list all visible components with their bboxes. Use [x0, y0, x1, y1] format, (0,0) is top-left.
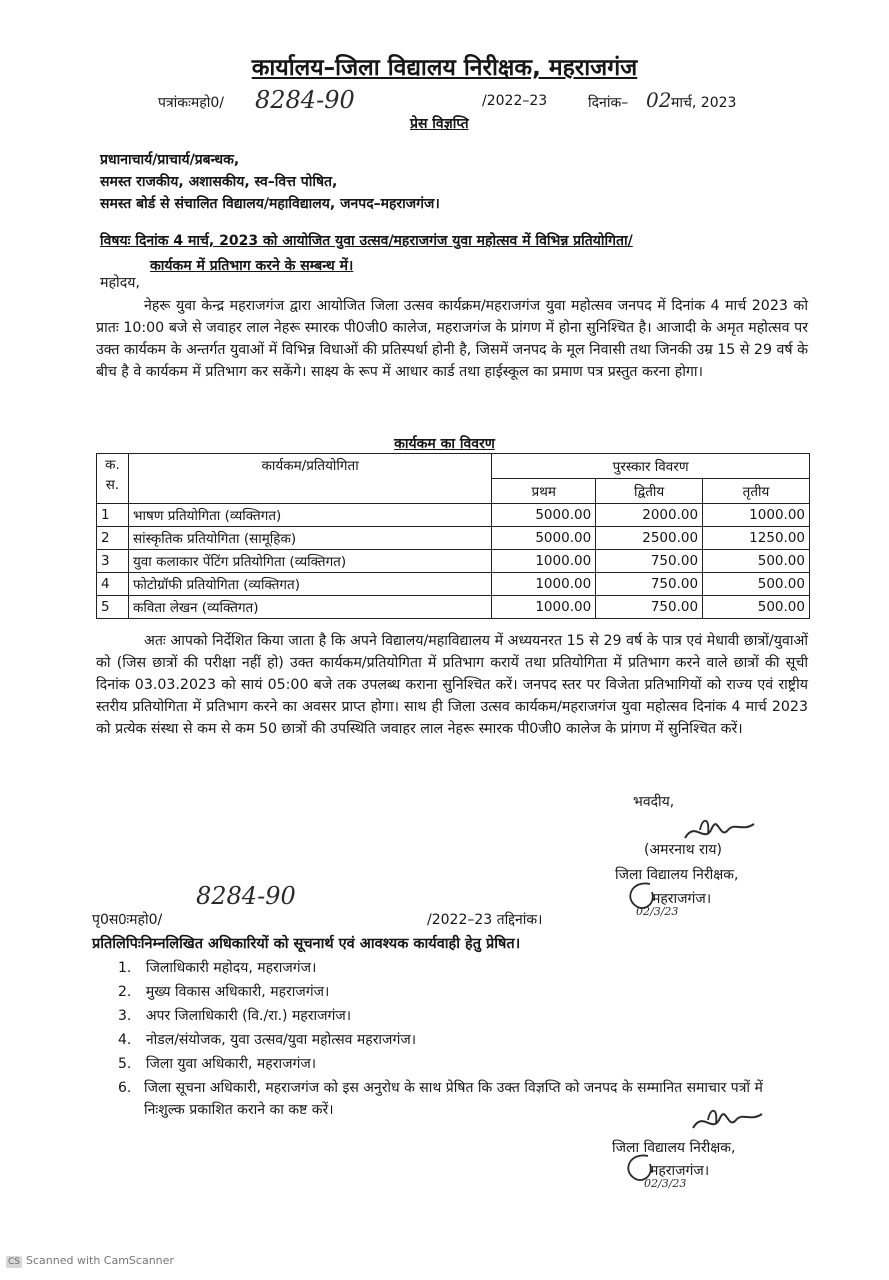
copy-list-item: [118, 958, 316, 977]
col-third-header: तृतीय: [703, 479, 810, 504]
copy-ref-number-handwritten: 8284-90: [196, 882, 296, 910]
paragraph-2: अतः आपको निर्देशित किया जाता है कि अपने विद्यालय/महाविद्यालय में अध्ययनरत 15 से 29 वर्ष के पात्र एवं मेधावी छात्रों/युवाओं को (जिस छात्रों की परीक्षा नहीं हो) उक्त कार्यकम/प्रतियोगिता में प्रतिभाग करायें तथा प्रतियोगिता में प्रतिभाग करने वाले छात्रों की सूची दिनांक 03.03.2023 को सायं 05:00 बजे तक उपलब्ध कराना सुनिश्चित करें। जनपद स्तर पर विजेता प्रतिभागियों को राज्य एवं राष्ट्रीय स्तरीय प्रतियोगिता में प्रतिभाग करने का अवसर प्राप्त होगा। साथ ही जिला उत्सव कार्यकम/महराजगंज युवा महोत्सव दिनांक 4 मार्च 2023 को प्रत्येक संस्था से कम से कम 50 छात्रों की उपस्थिति जवाहर लाल नेहरू स्मारक पी0जी0 कालेज के प्रांगण में सुनिश्चित करें।: [96, 633, 808, 737]
copy-list-item: [118, 1054, 316, 1073]
row-second-prize: 2500.00: [596, 527, 703, 550]
col-second-header: द्वितीय: [596, 479, 703, 504]
item-number: 6.: [118, 1080, 132, 1096]
item-number: 2.: [118, 984, 132, 1000]
signatory-designation: जिला विद्यालय निरीक्षक,: [615, 867, 739, 883]
row-program: कविता लेखन (व्यक्तिगत): [128, 596, 491, 619]
item-number: 4.: [118, 1032, 132, 1048]
row-second-prize: 2000.00: [596, 504, 703, 527]
item-text: नोडल/संयोजक, युवा उत्सव/युवा महोत्सव महराजगंज।: [145, 1032, 417, 1048]
copy-heading: प्रतिलिपिःनिम्नलिखित अधिकारियों को सूचनार्थ एवं आवश्यक कार्यवाही हेतु प्रेषित।: [92, 936, 521, 952]
office-title: कार्यालय–जिला विद्यालय निरीक्षक, महराजगंज: [251, 55, 638, 81]
row-sno: 4: [97, 573, 129, 596]
table-row: [97, 596, 810, 619]
copy-ref-prefix: पृ0स0ःमहो0/: [92, 912, 163, 928]
signatory-name: (अमरनाथ राय): [644, 842, 722, 858]
col-sno-line-1: क.: [105, 457, 120, 473]
row-sno: 2: [97, 527, 129, 550]
signatory-designation-2: जिला विद्यालय निरीक्षक,: [612, 1140, 736, 1156]
row-sno: 3: [97, 550, 129, 573]
paragraph-1: नेहरू युवा केन्द्र महराजगंज द्वारा आयोजित जिला उत्सव कार्यक्रम/महराजगंज युवा महोत्सव जनपद में दिनांक 4 मार्च 2023 को प्रातः 10:00 बजे से जवाहर लाल नेहरू स्मारक पी0जी0 कालेज, महराजगंज के प्रांगण में होना सुनिश्चित है। आजादी के अमृत महोत्सव पर उक्त कार्यकम के अन्तर्गत युवाओं में विभिन्न विधाओं की प्रतिस्पर्धा होनी है, जिसमें जनपद के मूल निवासी तथा जिनकी उम्र 15 से 29 वर्ष के बीच है वे कार्यकम में प्रतिभाग कर सकेंगे। साक्ष्य के रूप में आधार कार्ड तथा हाईस्कूल का प्रमाण पत्र प्रस्तुत करना होगा।: [96, 298, 808, 380]
copy-list-item: [118, 982, 329, 1001]
handwritten-date-1: 02/3/23: [636, 905, 679, 918]
press-release-heading: प्रेस विज्ञप्ति: [410, 116, 469, 132]
signatory-place: महराजगंज।: [652, 891, 712, 907]
row-third-prize: 1250.00: [703, 527, 810, 550]
program-table: [96, 453, 810, 619]
row-first-prize: 1000.00: [492, 596, 596, 619]
table-row: [97, 504, 810, 527]
table-row: [97, 573, 810, 596]
date-label: दिनांक–: [588, 95, 629, 111]
subject-line-2: कार्यकम में प्रतिभाग करने के सम्बन्ध में।: [150, 258, 354, 274]
item-text: जिलाधिकारी महोदय, महराजगंज।: [145, 960, 317, 976]
handwritten-date-2: 02/3/23: [644, 1177, 687, 1190]
table-row: [97, 527, 810, 550]
row-sno: 1: [97, 504, 129, 527]
item-number: 3.: [118, 1008, 132, 1024]
item-number: 1.: [118, 960, 132, 976]
row-third-prize: 500.00: [703, 596, 810, 619]
col-sno-header: [97, 454, 129, 504]
addressee-line-1: प्रधानाचार्य/प्राचार्य/प्रबन्धक,: [100, 152, 240, 168]
signatory-place-2: महराजगंज।: [650, 1163, 710, 1179]
table-caption: कार्यकम का विवरण: [394, 436, 495, 452]
row-first-prize: 5000.00: [492, 504, 596, 527]
ref-number-handwritten: 8284-90: [255, 86, 355, 114]
row-first-prize: 1000.00: [492, 573, 596, 596]
row-program: भाषण प्रतियोगिता (व्यक्तिगत): [128, 504, 491, 527]
item-text: मुख्य विकास अधिकारी, महराजगंज।: [145, 984, 330, 1000]
row-third-prize: 500.00: [703, 550, 810, 573]
copy-list-item: [118, 1030, 416, 1049]
signature-scribble-2: [688, 1100, 768, 1140]
camscanner-icon: CS: [8, 1257, 20, 1267]
watermark-text: Scanned with CamScanner: [26, 1254, 174, 1267]
item-text: जिला सूचना अधिकारी, महराजगंज को इस अनुरोध के साथ प्रेषित कि उक्त विज्ञप्ति को जनपद के सम्मानित समाचार पत्रों में निःशुल्क प्रकाशित कराने का कष्ट करें।: [144, 1080, 763, 1118]
row-second-prize: 750.00: [596, 550, 703, 573]
row-program: युवा कलाकार पेंटिंग प्रतियोगिता (व्यक्तिगत): [128, 550, 491, 573]
salutation: महोदय,: [100, 275, 140, 291]
row-third-prize: 500.00: [703, 573, 810, 596]
row-first-prize: 5000.00: [492, 527, 596, 550]
col-prize-header: पुरस्कार विवरण: [492, 454, 810, 479]
addressee-line-3: समस्त बोर्ड से संचालित विद्यालय/महाविद्यालय, जनपद–महराजगंज।: [100, 196, 440, 212]
item-text: अपर जिलाधिकारी (वि./रा.) महराजगंज।: [145, 1008, 352, 1024]
item-number: 5.: [118, 1056, 132, 1072]
subject-line-1: विषयः दिनांक 4 मार्च, 2023 को आयोजित युवा उत्सव/महराजगंज युवा महोत्सव में विभिन्न प्रतियोगिता/: [100, 233, 633, 249]
row-program: फोटोग्रॉफी प्रतियोगिता (व्यक्तिगत): [128, 573, 491, 596]
addressee-line-2: समस्त राजकीय, अशासकीय, स्व–वित्त पोषित,: [100, 174, 338, 190]
row-second-prize: 750.00: [596, 573, 703, 596]
item-text: जिला युवा अधिकारी, महराजगंज।: [145, 1056, 317, 1072]
subject: [100, 229, 812, 279]
row-third-prize: 1000.00: [703, 504, 810, 527]
row-second-prize: 750.00: [596, 596, 703, 619]
date-month-year: मार्च, 2023: [671, 95, 737, 111]
closing: भवदीय,: [633, 794, 675, 810]
copy-ref-year: /2022–23 तद्दिनांक।: [427, 912, 543, 928]
col-first-header: प्रथम: [492, 479, 596, 504]
date-day-handwritten: 02: [646, 88, 672, 112]
camscanner-watermark: [6, 1254, 174, 1268]
row-program: सांस्कृतिक प्रतियोगिता (सामूहिक): [128, 527, 491, 550]
ref-year: /2022–23: [482, 93, 548, 109]
col-sno-line-2: स.: [105, 477, 120, 493]
table-row: [97, 550, 810, 573]
table-header-row: [97, 454, 810, 479]
col-program-header: कार्यकम/प्रतियोगिता: [128, 454, 491, 504]
ref-prefix: पत्रांकःमहो0/: [158, 95, 224, 111]
row-sno: 5: [97, 596, 129, 619]
row-first-prize: 1000.00: [492, 550, 596, 573]
copy-list-item: [118, 1006, 351, 1025]
